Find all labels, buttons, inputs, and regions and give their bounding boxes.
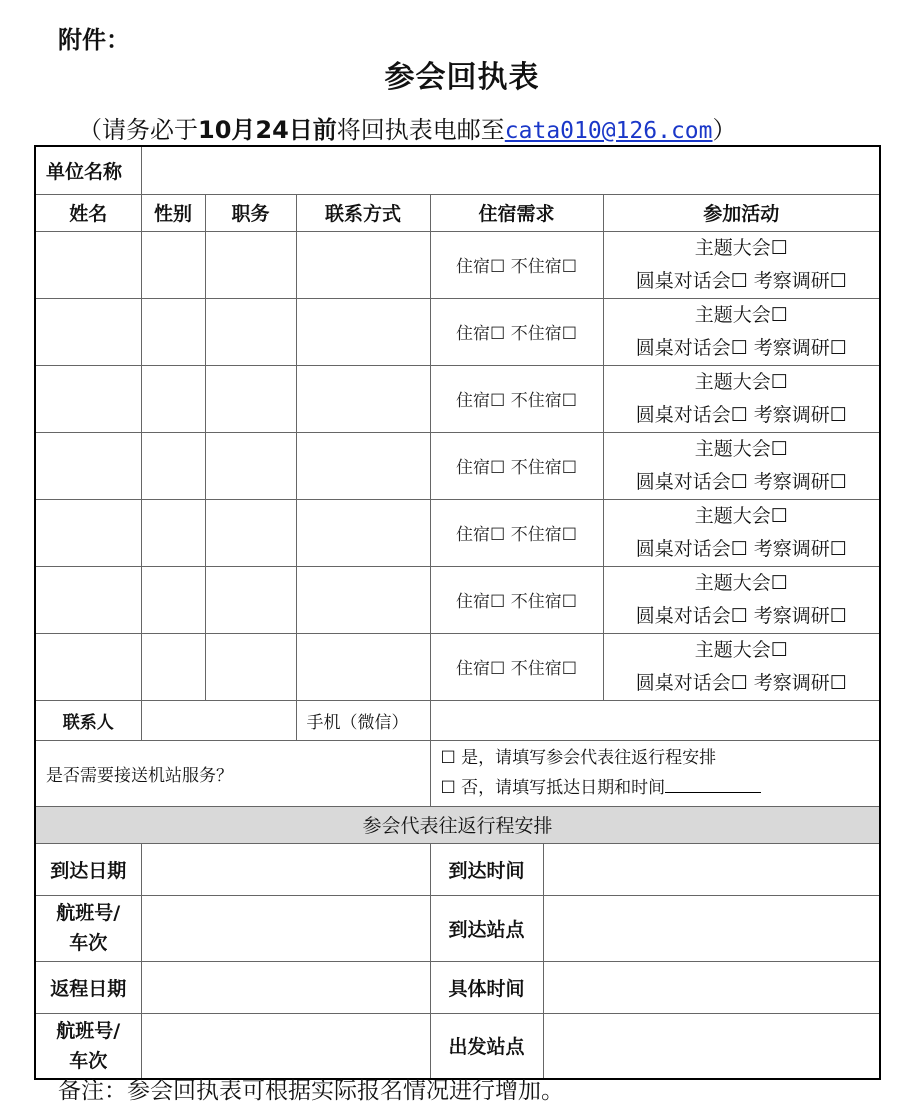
activity-main-conference[interactable]: 主题大会☐ xyxy=(694,303,788,326)
remark-note: 备注：参会回执表可根据实际报名情况进行增加。 xyxy=(58,1078,564,1104)
attendee-gender-field[interactable] xyxy=(141,432,205,499)
pickup-yes-option[interactable]: ☐ 是，请填写参会代表往返行程安排 xyxy=(440,748,717,768)
col-contact: 联系方式 xyxy=(296,194,430,231)
specific-time-field[interactable] xyxy=(543,961,880,1013)
departure-station-label: 出发站点 xyxy=(430,1013,543,1079)
contact-person-field[interactable] xyxy=(141,700,296,740)
arrival-station-field[interactable] xyxy=(543,895,880,961)
activity-options[interactable] xyxy=(603,231,880,298)
pickup-no-option[interactable] xyxy=(441,773,880,803)
accommodation-options[interactable]: 住宿☐ 不住宿☐ xyxy=(430,298,603,365)
attendee-name-field[interactable] xyxy=(35,432,141,499)
arrival-time-label: 到达时间 xyxy=(430,843,543,895)
attendee-position-field[interactable] xyxy=(205,365,296,432)
activity-options[interactable] xyxy=(603,566,880,633)
activity-options[interactable] xyxy=(603,365,880,432)
activity-roundtable-visit[interactable]: 圆桌对话会☐ 考察调研☐ xyxy=(635,403,847,426)
attendee-gender-field[interactable] xyxy=(141,298,205,365)
departure-station-field[interactable] xyxy=(543,1013,880,1079)
return-flight-field[interactable] xyxy=(141,1013,430,1079)
activity-main-conference[interactable]: 主题大会☐ xyxy=(694,571,788,594)
activity-options[interactable] xyxy=(603,633,880,700)
arrival-flight-label xyxy=(35,895,141,961)
activity-roundtable-visit[interactable]: 圆桌对话会☐ 考察调研☐ xyxy=(635,604,847,627)
note-mid: 将回执表电邮至 xyxy=(336,116,505,144)
arrival-date-label: 到达日期 xyxy=(35,843,141,895)
accommodation-options[interactable]: 住宿☐ 不住宿☐ xyxy=(430,231,603,298)
attendee-name-field[interactable] xyxy=(35,231,141,298)
attendee-row xyxy=(35,231,880,298)
attendee-position-field[interactable] xyxy=(205,633,296,700)
email-link[interactable]: cata010@126.com xyxy=(504,118,713,144)
accommodation-options[interactable]: 住宿☐ 不住宿☐ xyxy=(430,633,603,700)
attendee-gender-field[interactable] xyxy=(141,499,205,566)
activity-roundtable-visit[interactable]: 圆桌对话会☐ 考察调研☐ xyxy=(635,537,847,560)
col-gender: 性别 xyxy=(141,194,205,231)
activity-main-conference[interactable]: 主题大会☐ xyxy=(694,437,788,460)
arrival-date-field[interactable] xyxy=(141,843,430,895)
registration-form xyxy=(34,145,881,1080)
activity-main-conference[interactable]: 主题大会☐ xyxy=(694,370,788,393)
specific-time-label: 具体时间 xyxy=(430,961,543,1013)
submission-note xyxy=(78,110,737,145)
unit-name-label: 单位名称 xyxy=(35,146,141,194)
return-date-field[interactable] xyxy=(141,961,430,1013)
attendee-row xyxy=(35,432,880,499)
attendee-position-field[interactable] xyxy=(205,298,296,365)
attendee-position-field[interactable] xyxy=(205,432,296,499)
attendee-row xyxy=(35,633,880,700)
phone-label: 手机（微信） xyxy=(296,700,430,740)
attendee-contact-field[interactable] xyxy=(296,298,430,365)
accommodation-options[interactable]: 住宿☐ 不住宿☐ xyxy=(430,499,603,566)
itinerary-header: 参会代表往返行程安排 xyxy=(35,806,880,843)
return-flight-label xyxy=(35,1013,141,1079)
note-prefix: （请务必于 xyxy=(78,116,198,144)
attendee-contact-field[interactable] xyxy=(296,231,430,298)
attendee-position-field[interactable] xyxy=(205,231,296,298)
attachment-label: 附件： xyxy=(58,26,130,54)
unit-name-field[interactable] xyxy=(141,146,880,194)
activity-options[interactable] xyxy=(603,499,880,566)
activity-options[interactable] xyxy=(603,432,880,499)
attendee-gender-field[interactable] xyxy=(141,231,205,298)
activity-options[interactable] xyxy=(603,298,880,365)
accommodation-options[interactable]: 住宿☐ 不住宿☐ xyxy=(430,432,603,499)
attendee-row xyxy=(35,298,880,365)
page-title: 参会回执表 xyxy=(384,60,540,95)
accommodation-options[interactable]: 住宿☐ 不住宿☐ xyxy=(430,566,603,633)
pickup-question: 是否需要接送机站服务？ xyxy=(35,740,430,806)
attendee-contact-field[interactable] xyxy=(296,566,430,633)
flight-label-line2: 车次 xyxy=(69,932,108,954)
pickup-options[interactable] xyxy=(430,740,880,806)
arrival-time-field[interactable] xyxy=(543,843,880,895)
pickup-no-label: ☐ 否，请填写抵达日期和时间 xyxy=(440,778,666,798)
attendee-position-field[interactable] xyxy=(205,566,296,633)
attendee-name-field[interactable] xyxy=(35,499,141,566)
flight-label-line1: 航班号/ xyxy=(56,902,121,924)
attendee-gender-field[interactable] xyxy=(141,566,205,633)
arrival-time-blank[interactable] xyxy=(665,776,761,793)
accommodation-options[interactable]: 住宿☐ 不住宿☐ xyxy=(430,365,603,432)
phone-field[interactable] xyxy=(430,700,880,740)
flight-label-line2: 车次 xyxy=(69,1049,108,1072)
activity-roundtable-visit[interactable]: 圆桌对话会☐ 考察调研☐ xyxy=(635,671,847,694)
attendee-contact-field[interactable] xyxy=(296,499,430,566)
arrival-flight-field[interactable] xyxy=(141,895,430,961)
arrival-station-label: 到达站点 xyxy=(430,895,543,961)
col-position: 职务 xyxy=(205,194,296,231)
activity-main-conference[interactable]: 主题大会☐ xyxy=(694,236,788,259)
note-deadline: 10月24日前 xyxy=(198,116,337,144)
activity-main-conference[interactable]: 主题大会☐ xyxy=(694,504,788,527)
return-date-label: 返程日期 xyxy=(35,961,141,1013)
attendee-contact-field[interactable] xyxy=(296,633,430,700)
activity-roundtable-visit[interactable]: 圆桌对话会☐ 考察调研☐ xyxy=(635,470,847,493)
col-accommodation: 住宿需求 xyxy=(430,194,603,231)
attendee-name-field[interactable] xyxy=(35,566,141,633)
attendee-contact-field[interactable] xyxy=(296,432,430,499)
attendee-gender-field[interactable] xyxy=(141,633,205,700)
attendee-contact-field[interactable] xyxy=(296,365,430,432)
activity-roundtable-visit[interactable]: 圆桌对话会☐ 考察调研☐ xyxy=(635,269,847,292)
contact-person-label: 联系人 xyxy=(35,700,141,740)
col-activities: 参加活动 xyxy=(603,194,880,231)
activity-main-conference[interactable]: 主题大会☐ xyxy=(694,638,788,661)
attendee-row xyxy=(35,566,880,633)
flight-label-line1: 航班号/ xyxy=(56,1019,121,1042)
attendee-position-field[interactable] xyxy=(205,499,296,566)
attendee-name-field[interactable] xyxy=(35,365,141,432)
attendee-name-field[interactable] xyxy=(35,633,141,700)
attendee-gender-field[interactable] xyxy=(141,365,205,432)
activity-roundtable-visit[interactable]: 圆桌对话会☐ 考察调研☐ xyxy=(635,336,847,359)
attendee-row xyxy=(35,499,880,566)
column-header-row xyxy=(35,194,880,231)
attendee-row xyxy=(35,365,880,432)
col-name: 姓名 xyxy=(35,194,141,231)
note-suffix: ） xyxy=(712,116,737,144)
attendee-name-field[interactable] xyxy=(35,298,141,365)
